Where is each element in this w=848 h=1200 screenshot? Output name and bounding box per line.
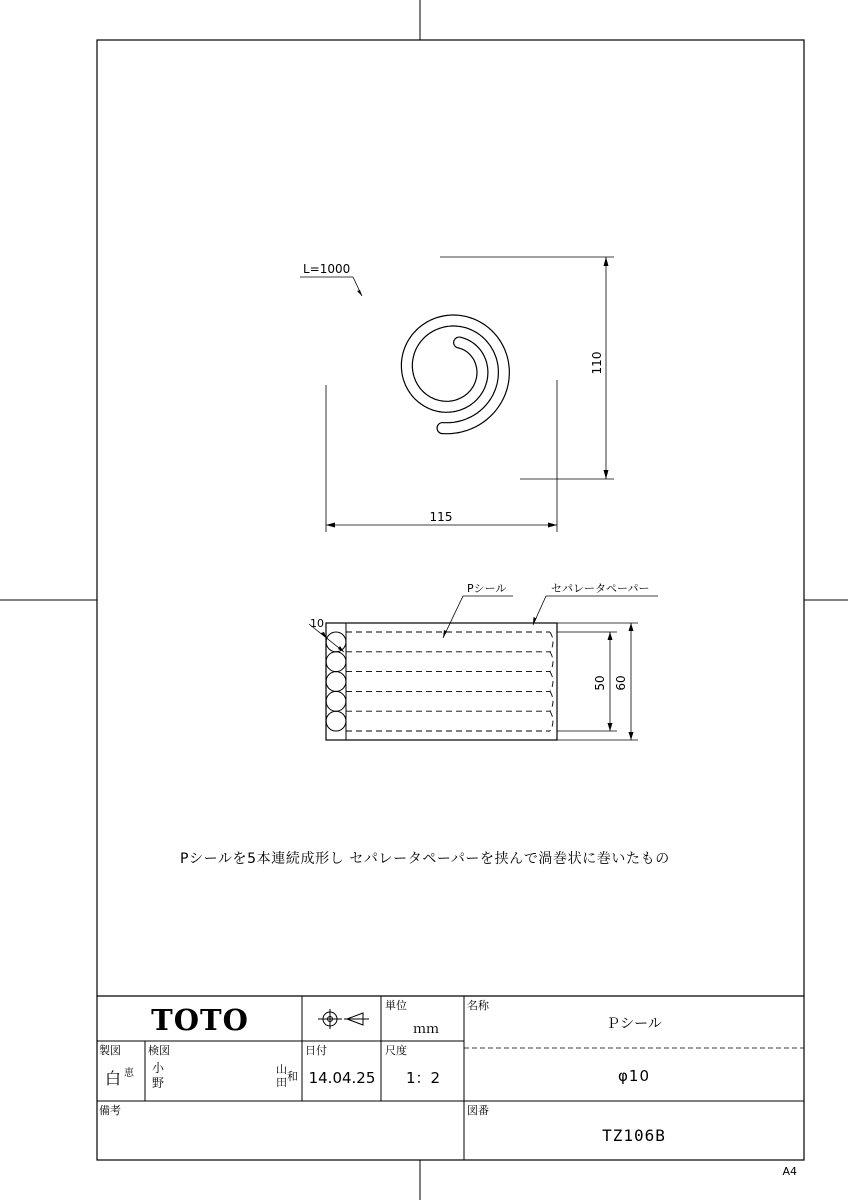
seal-section-circle <box>326 672 346 692</box>
spiral-view <box>300 257 614 532</box>
seal-section-circle <box>326 652 346 672</box>
separator-fold <box>550 691 553 711</box>
description-note: Pシールを5本連続成形し セパレータペーパーを挟んで渦巻状に巻いたもの <box>180 851 670 867</box>
checked-stamp-2: 野 <box>152 1076 165 1090</box>
dim-diameter: 10 <box>310 617 324 630</box>
spec-value: φ10 <box>618 1067 650 1085</box>
name-value: Ｐシール <box>606 1016 662 1032</box>
projection-symbol-icon <box>318 1009 369 1029</box>
seal-section-circle <box>326 691 346 711</box>
dim-height: 110 <box>590 351 604 375</box>
remarks-label: 備考 <box>99 1104 121 1117</box>
drawn-stamp-2: 恵 <box>124 1068 134 1079</box>
sheet-frame <box>97 40 804 1160</box>
separator-fold <box>550 632 553 652</box>
name-label: 名称 <box>467 999 489 1012</box>
date-value: 14.04.25 <box>308 1069 376 1087</box>
paper-size: A4 <box>782 1165 797 1178</box>
scale-value: 1：2 <box>405 1069 441 1087</box>
seal-section-circle <box>326 632 346 652</box>
dim-inner-height: 50 <box>593 675 607 691</box>
checked-label: 検図 <box>148 1044 170 1057</box>
separator-fold <box>550 672 553 692</box>
dim-width: 115 <box>429 510 453 524</box>
approved-stamp-2: 田 <box>276 1076 287 1089</box>
drawing-no-label: 図番 <box>467 1104 489 1117</box>
approved-stamp-3: 和 <box>287 1070 298 1083</box>
drawing-no-value: TZ106B <box>602 1126 666 1145</box>
approved-stamp-1: 山 <box>276 1063 287 1076</box>
separator-label: セパレータペーパー <box>551 582 650 595</box>
date-label: 日付 <box>305 1044 327 1057</box>
spiral-length-label: L=1000 <box>303 262 351 276</box>
dim-outer-height: 60 <box>614 675 628 691</box>
unit-value: ｍｍ <box>413 1022 440 1037</box>
drawn-label: 製図 <box>99 1044 121 1057</box>
checked-stamp-1: 小 <box>152 1061 165 1075</box>
seal-label: Pシール <box>467 582 507 595</box>
unit-label: 単位 <box>385 999 407 1012</box>
separator-fold <box>550 711 553 731</box>
toto-logo: TOTO <box>151 1003 249 1037</box>
spiral-outline <box>401 315 509 434</box>
seal-section-circle <box>326 711 346 731</box>
stack-view <box>309 582 658 740</box>
separator-fold <box>550 652 553 672</box>
scale-label: 尺度 <box>385 1044 407 1057</box>
drawn-stamp-1: 白 <box>105 1069 122 1088</box>
